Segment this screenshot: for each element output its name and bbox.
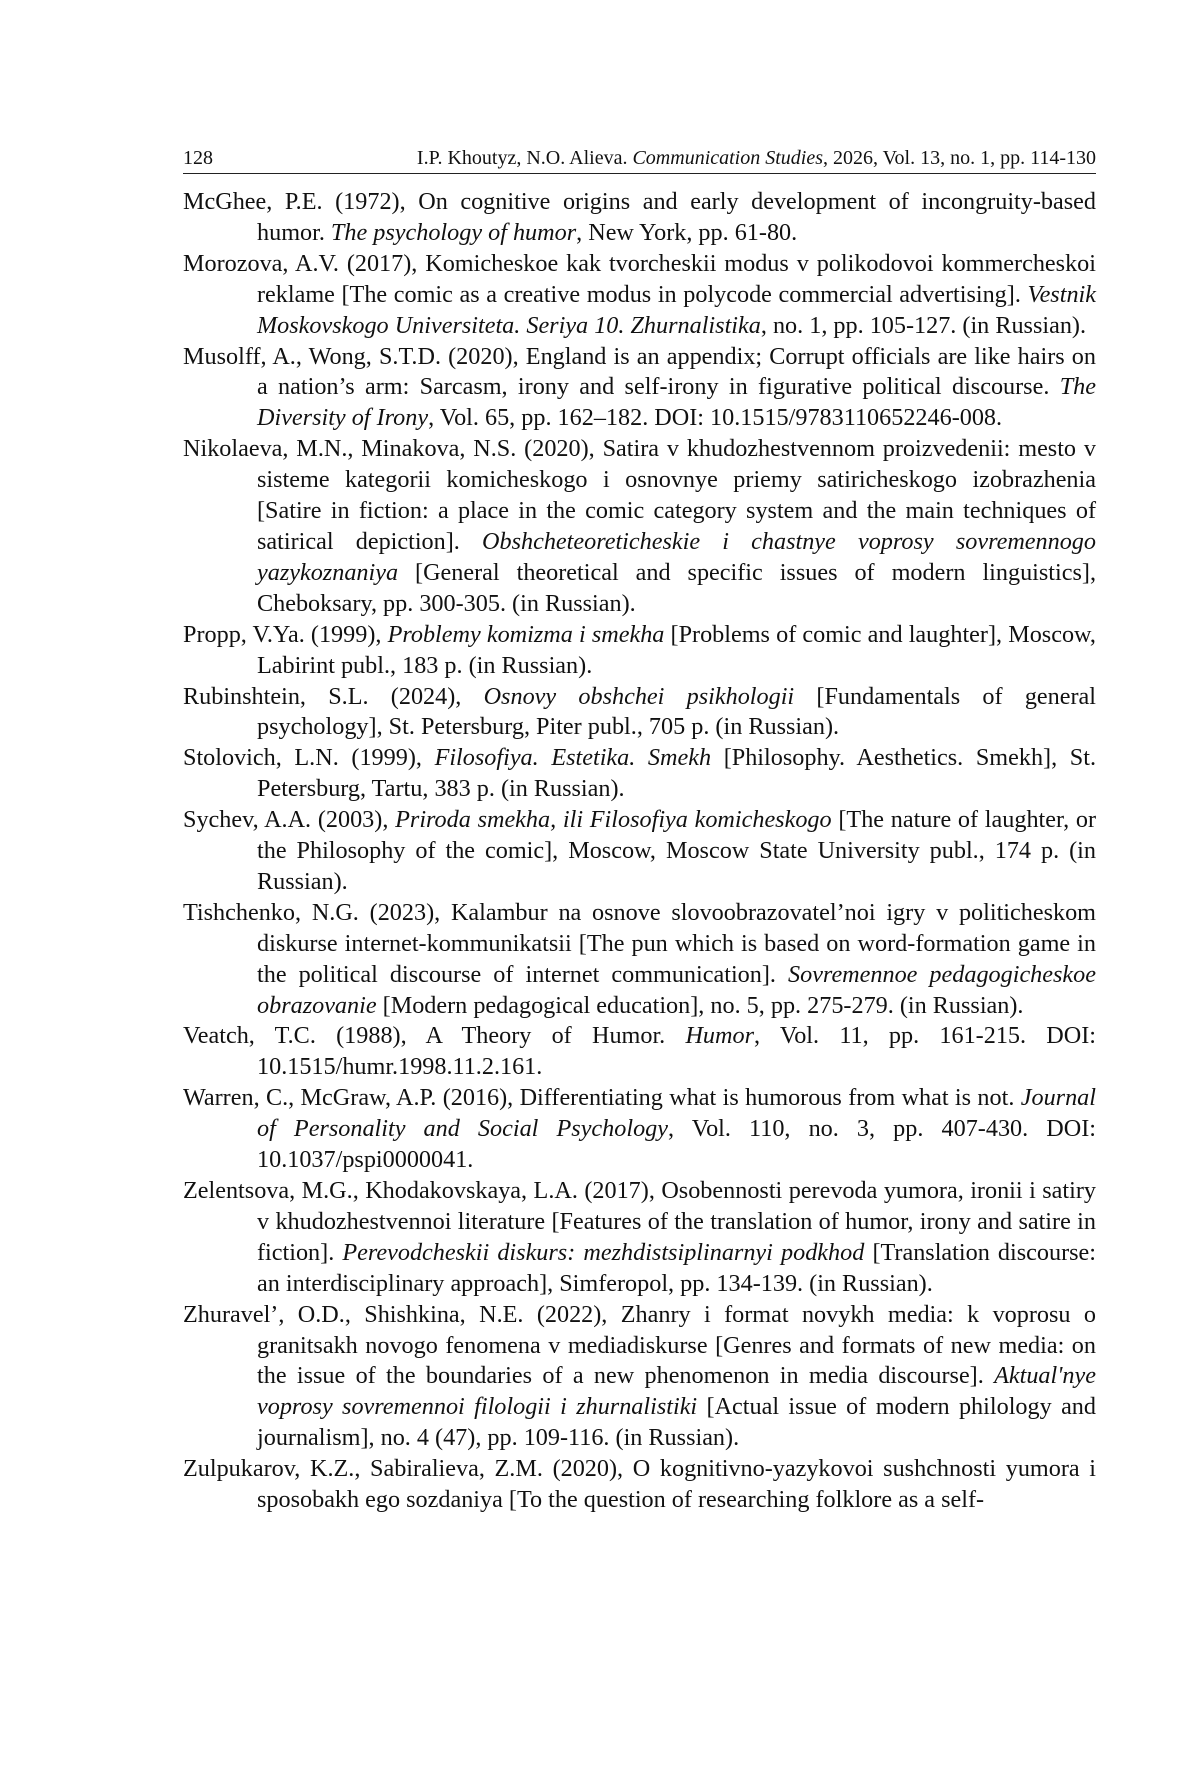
reference-entry: Musolff, A., Wong, S.T.D. (2020), England is an appendix; Corrupt officials are like hairs on a nation’s arm: Sarcasm, irony and self-irony in figurative political discourse. The Diversity of Irony, Vol. 65, pp. 162–182. DOI: 10.1515/9783110652246-008. [183,342,1096,432]
header-journal: Communication Studies [632,147,824,169]
reference-entry: Propp, V.Ya. (1999), Problemy komizma i smekha [Problems of comic and laughter], Moscow, Labirint publ., 183 p. (in Russian). [183,620,1096,679]
reference-entry: Veatch, T.C. (1988), A Theory of Humor. Humor, Vol. 11, pp. 161-215. DOI: 10.1515/humr.1998.11.2.161. [183,1022,1097,1081]
reference-entry: Zhuravel’, O.D., Shishkina, N.E. (2022), Zhanry i format novykh media: k voprosu o granitsakh novogo fenomena v mediadiskurse [Genres and formats of new media: on the issue of the boundaries of a new phenomenon in media discourse]. Aktual'nye voprosy sovremennoi filologii i zhurnalistiki [Actual issue of modern philology and journalism], no. 4 (47), pp. 109-116. (in Russian). [183,1300,1096,1452]
running-header [183,146,1096,174]
reference-entry: Sychev, A.A. (2003), Priroda smekha, ili Filosofiya komicheskogo [The nature of laughter, or the Philosophy of the comic], Moscow, Moscow State University publ., 174 p. (in Russian). [183,806,1097,895]
reference-entry: Tishchenko, N.G. (2023), Kalambur na osnove slovoobrazovatel’noi igry v politicheskom diskurse internet-kommunikatsii [The pun which is based on word-formation game in the political discourse of internet communication]. Sovremennoe pedagogicheskoe obrazovanie [Modern pedagogical education], no. 5, pp. 275-279. (in Russian). [183,898,1096,1019]
reference-entry: Warren, C., McGraw, A.P. (2016), Differentiating what is humorous from what is not. Journal of Personality and Social Psychology, Vol. 110, no. 3, pp. 407-430. DOI: 10.1037/pspi0000041. [183,1084,1096,1174]
reference-list [183,187,1096,1516]
page-number: 128 [183,147,213,169]
reference-entry: Stolovich, L.N. (1999), Filosofiya. Estetika. Smekh [Philosophy. Aesthetics. Smekh], St. Petersburg, Tartu, 383 p. (in Russian). [183,744,1096,803]
reference-entry: Zulpukarov, K.Z., Sabiralieva, Z.M. (2020), O kognitivno-yazykovoi sushchnosti yumora i sposobakh ego sozdaniya [To the question of researching folklore as a self- [183,1455,1096,1514]
reference-entry: McGhee, P.E. (1972), On cognitive origins and early development of incongruity-based humor. The psychology of humor, New York, pp. 61-80. [183,188,1096,246]
header-authors: I.P. Khoutyz, N.O. Alieva. [416,147,628,169]
reference-entry: Nikolaeva, M.N., Minakova, N.S. (2020), Satira v khudozhestvennom proizvedenii: mesto v sisteme kategorii komicheskogo i osnovnye priemy satiricheskogo izobrazhenia [Satire in fiction: a place in the comic category system and the main techniques of satirical depiction]. Obshcheteoreticheskie i chastnye voprosy sovremennogo yazykoznaniya [General theoretical and specific issues of modern linguistics], Cheboksary, pp. 300-305. (in Russian). [183,435,1096,617]
header-details: , 2026, Vol. 13, no. 1, pp. 114-130 [823,147,1096,169]
reference-entry: Morozova, A.V. (2017), Komicheskoe kak tvorcheskii modus v polikodovoi kommercheskoi reklame [The comic as a creative modus in polycode commercial advertising]. Vestnik Moskovskogo Universiteta. Seriya 10. Zhurnalistika, no. 1, pp. 105-127. (in Russian). [183,249,1096,339]
reference-entry: Rubinshtein, S.L. (2024), Osnovy obshchei psikhologii [Fundamentals of general psychology], St. Petersburg, Piter publ., 705 p. (in Russian). [183,682,1096,741]
running-citation [417,146,1096,170]
reference-entry: Zelentsova, M.G., Khodakovskaya, L.A. (2017), Osobennosti perevoda yumora, ironii i satiry v khudozhestvennoi literature [Features of the translation of humor, irony and satire in fiction]. Perevodcheskii diskurs: mezhdistsiplinarnyi podkhod [Translation discourse: an interdisciplinary approach], Simferopol, pp. 134-139. (in Russian). [183,1177,1096,1297]
